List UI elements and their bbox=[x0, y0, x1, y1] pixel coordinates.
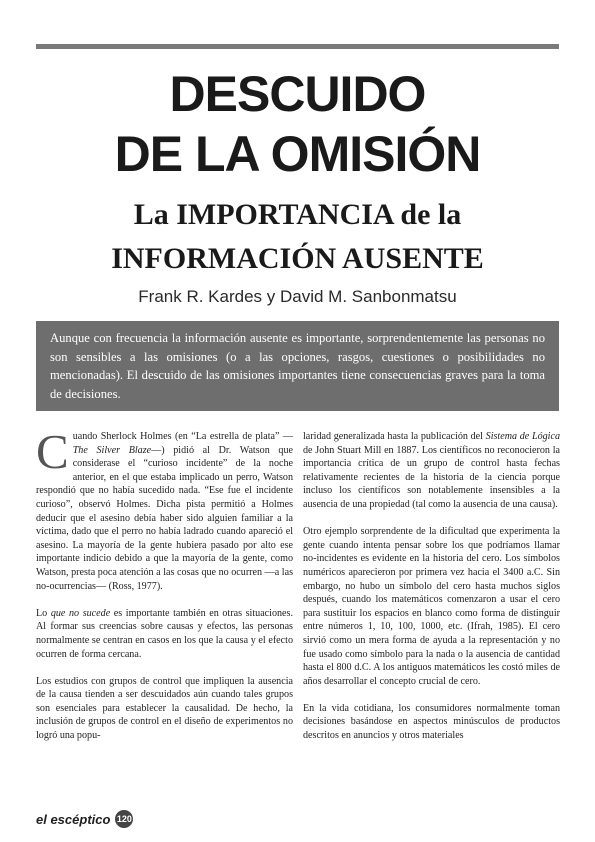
drop-cap: C bbox=[36, 424, 69, 479]
italic-title: Sistema de Lógica bbox=[485, 431, 560, 442]
left-column bbox=[36, 424, 293, 756]
right-column bbox=[303, 430, 560, 756]
page-footer bbox=[36, 810, 133, 828]
italic-title: The Silver Blaze bbox=[72, 444, 152, 456]
abstract-text: Aunque con frecuencia la información ausente es importante, sorprendentemente las personas no son sensibles a las omisiones (o a las opciones, rasgos, cuestiones o posibilidades no mencionadas). El descuido de las omisiones importantes tiene consecuencias graves para la toma de decisiones. bbox=[50, 331, 545, 401]
paragraph: Otro ejemplo sorprendente de la dificultad que experimenta la gente cuando intenta pensar sobre los que podríamos llamar no-incidentes es evidente en la historia del cero. Los símbolos numéricos aparecieron por primera vez hacia el 3400 a.C. Sin embargo, no hubo un símbolo del cero hasta muchos siglos después, cuando los matemáticos comenzaron a usar el cero para sustituir los espacios en blanco como forma de distinguir entre números 1, 10, 100, 1000, etc. (Ifrah, 1985). El cero sirvió como un mera forma de ayuda a la representación y no fue usado como símbolo para la nada o la ausencia de cantidad hasta el 800 d.C. A los antiguos matemáticos les costó miles de años desarrollar el concepto crucial de cero. bbox=[303, 526, 560, 687]
text-run: uando Sherlock Holmes (en “La estrella de plata” — bbox=[72, 431, 293, 442]
paragraph bbox=[303, 430, 560, 512]
article-subtitle-line1: La IMPORTANCIA de la bbox=[133, 198, 462, 231]
text-run: —) pidió al Dr. Watson que considerase el “curioso incidente” de la noche anterior, en el que estaba implicado un perro, Watson respondió que no había sucedido nada. “Ese fue el incidente curioso”, observó Holmes. Dicha pista permitió a Holmes deducir que el asesino debía haber sido alguien familiar a la víctima, dado que el perro no había ladrado cuando apareció el asesino. La mayoría de la gente hubiera pasado por alto ese importante indicio debido a que la mayoría de la gente, como Watson, presta poca atención a las cosas que no ocurren —a las no-ocurrencias— (Ross, 1977). bbox=[36, 444, 293, 592]
authors: Frank R. Kardes y David M. Sanbonmatsu bbox=[138, 287, 457, 306]
text-run: de John Stuart Mill en 1887. Los científicos no reconocieron la importancia crítica de un grupo de control hasta fechas relativamente recientes de la historia de la ciencia porque incluso los científicos son notablemente insensibles a la ausencia de una propiedad (tal como la ausencia de una causa). bbox=[303, 444, 560, 510]
italic-phrase: que no sucede bbox=[50, 607, 111, 619]
paragraph bbox=[36, 607, 293, 661]
text-run: Lo bbox=[36, 607, 51, 619]
text-run: laridad generalizada hasta la publicación del bbox=[303, 431, 486, 442]
text-run: es importante también en otras situaciones. Al formar sus creencias sobre causas y efectos, las personas normalmente se centran en casos en los que la causa y el efecto ocurren de forma cercana. bbox=[36, 607, 293, 660]
magazine-name: el escéptico bbox=[36, 811, 111, 827]
article-title-line1: DESCUIDO bbox=[169, 66, 426, 122]
paragraph: En la vida cotidiana, los consumidores normalmente toman decisiones basándose en aspectos minúsculos de productos descritos en anuncios y otros materiales bbox=[303, 702, 560, 742]
paragraph: Los estudios con grupos de control que impliquen la ausencia de la causa tienden a ser descuidados aún cuando tales grupos son esenciales para establecer la causalidad. De hecho, la inclusión de grupos de control en el diseño de experimentos no logró una popu- bbox=[36, 675, 293, 742]
article-title-line2: DE LA OMISIÓN bbox=[114, 126, 481, 182]
top-rule bbox=[36, 44, 559, 49]
article-subtitle-line2: INFORMACIÓN AUSENTE bbox=[111, 242, 484, 275]
abstract-box bbox=[36, 321, 559, 411]
paragraph bbox=[36, 424, 293, 593]
page-number: 120 bbox=[115, 810, 133, 828]
